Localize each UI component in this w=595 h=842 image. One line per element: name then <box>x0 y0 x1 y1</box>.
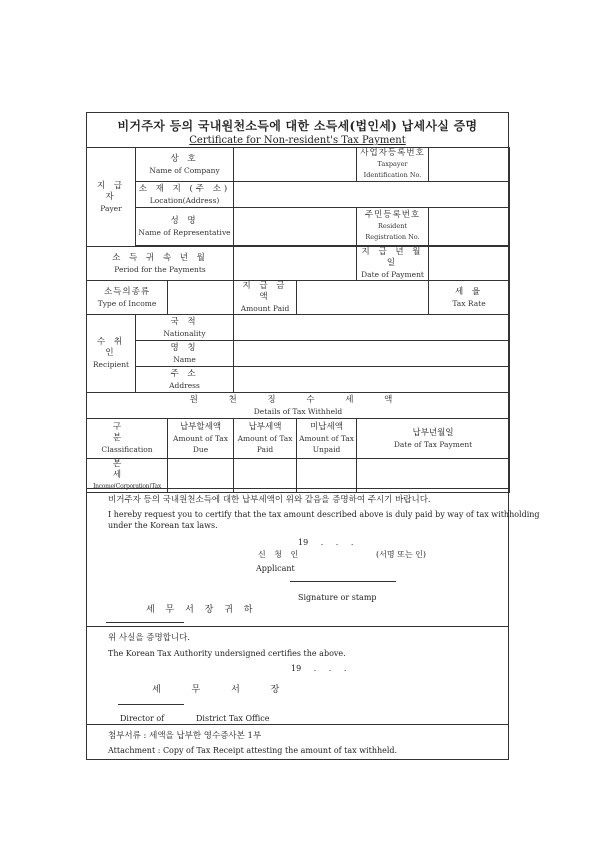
taxid-label: 사업자등록번호 Taxpayer Identification No. <box>357 148 429 182</box>
payer-label: 지 급 자 Payer <box>87 148 136 247</box>
applicant-korean: 신 청 인 <box>258 550 302 559</box>
certificate-table <box>86 147 510 493</box>
request-section <box>86 488 540 626</box>
company-field[interactable] <box>234 148 357 182</box>
attachment-section <box>86 724 509 760</box>
certify-date: 19 . . . <box>291 664 347 673</box>
tax-rate-label: 세 율 Tax Rate <box>429 281 510 315</box>
tax-due-label: 납부할세액 Amount of Tax Due <box>168 419 234 459</box>
director-english: Director of <box>120 714 165 723</box>
taxid-field[interactable] <box>429 148 510 182</box>
signature-line[interactable] <box>290 581 396 582</box>
resreg-label: 주민등록번호 Resident Registration No. <box>357 208 429 246</box>
payment-date-field[interactable] <box>429 247 510 281</box>
district-office-english: District Tax Office <box>196 714 270 723</box>
resreg-field[interactable] <box>429 208 510 246</box>
representative-label: 성 명 Name of Representative <box>136 208 234 246</box>
location-field[interactable] <box>234 182 510 208</box>
nationality-label: 국 적 Nationality <box>136 315 234 341</box>
office-korean: 세 무 서 장 <box>152 685 294 695</box>
tax-payment-date-label: 납부년월일 Date of Tax Payment <box>357 419 510 459</box>
signature-korean: (서명 또는 인) <box>376 550 426 559</box>
certify-korean: 위 사실을 증명합니다. <box>108 633 191 643</box>
tax-paid-label: 납부세액 Amount of Tax Paid <box>234 419 297 459</box>
representative-field[interactable] <box>234 208 357 246</box>
recipient-name-label: 명 칭 Name <box>136 341 234 367</box>
company-label: 상 호 Name of Company <box>136 148 234 182</box>
period-field[interactable] <box>234 247 357 281</box>
income-type-field[interactable] <box>168 281 234 315</box>
addressee-korean: 세 무 서 장 귀 하 <box>146 605 257 615</box>
request-korean: 비거주자 등의 국내원천소득에 대한 납부세액이 위와 같음을 증명하여 주시기 바랍니다. <box>108 495 431 505</box>
signature-english: Signature or stamp <box>298 593 377 602</box>
attachment-english: Attachment : Copy of Tax Receipt attesting the amount of tax withheld. <box>108 746 398 755</box>
amount-paid-label: 지 급 금 액 Amount Paid <box>234 281 297 315</box>
amount-paid-field[interactable] <box>297 281 429 315</box>
request-date: 19 . . . <box>298 538 354 547</box>
office-name-line[interactable] <box>106 622 184 623</box>
withheld-header: 원 천 징 수 세 액 Details of Tax Withheld <box>87 393 510 419</box>
certify-english: The Korean Tax Authority undersigned certifies the above. <box>108 649 346 658</box>
tax-unpaid-label: 미납세액 Amount of Tax Unpaid <box>297 419 357 459</box>
nationality-field[interactable] <box>234 315 510 341</box>
recipient-address-label: 주 소 Address <box>136 367 234 393</box>
recipient-name-field[interactable] <box>234 341 510 367</box>
request-english-line2: under the Korean tax laws. <box>108 521 218 530</box>
payment-date-label: 지 급 년 월 일 Date of Payment <box>357 247 429 281</box>
income-type-label: 소득의종류 Type of Income <box>87 281 168 315</box>
classification-label: 구 분 Classification <box>87 419 168 459</box>
income-tax-label: 본 세 Income(Corporation)Tax <box>87 459 168 493</box>
certification-section <box>86 626 509 724</box>
district-name-line[interactable] <box>118 704 184 705</box>
location-label: 소 재 지 (주 소) Location(Address) <box>136 182 234 208</box>
applicant-english: Applicant <box>256 564 295 573</box>
form-title-english: Certificate for Non-resident's Tax Payment <box>189 135 406 146</box>
request-english-line1: I hereby request you to certify that the tax amount described above is duly paid by way of tax withholding <box>108 510 540 519</box>
form-title-korean: 비거주자 등의 국내원천소득에 대한 소득세(법인세) 납세사실 증명 <box>117 119 478 133</box>
period-label: 소 득 귀 속 년 월 Period for the Payments <box>87 247 234 281</box>
attachment-korean: 첨부서류 : 세액을 납부한 영수증사본 1부 <box>108 731 262 741</box>
recipient-address-field[interactable] <box>234 367 510 393</box>
recipient-label: 수 취 인 Recipient <box>87 315 136 393</box>
